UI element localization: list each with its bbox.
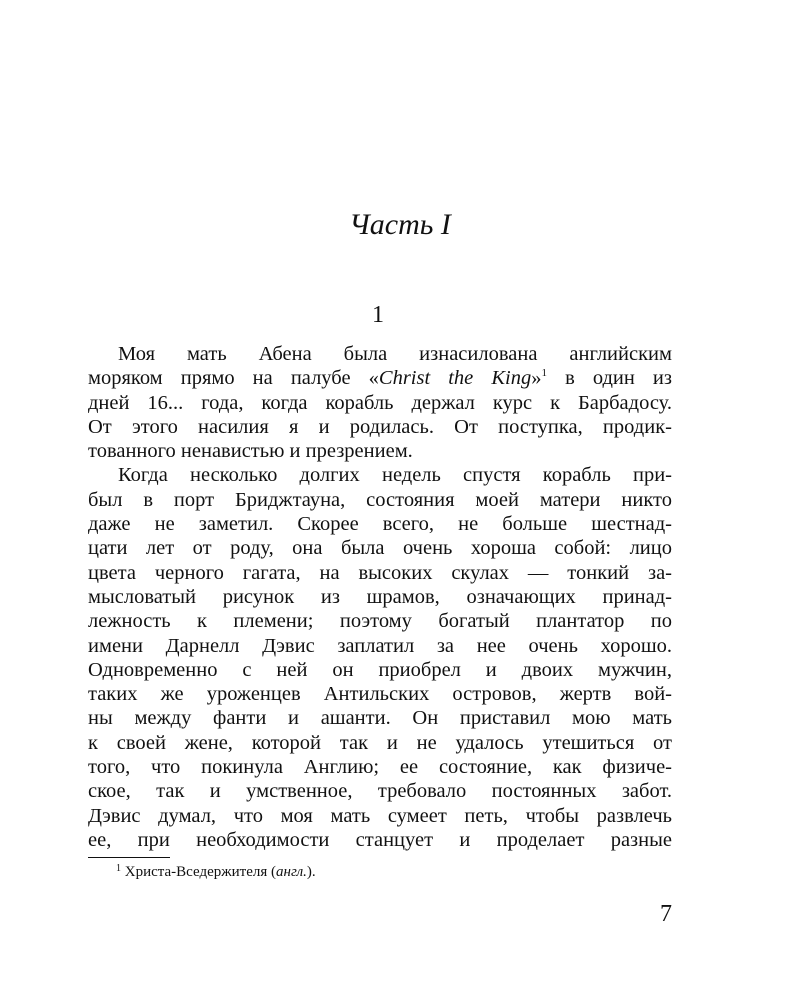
text-fragment: в один из <box>546 367 672 390</box>
page-number: 7 <box>660 901 672 927</box>
footnote-language: англ. <box>276 864 307 880</box>
text-line-13: имени Дарнелл Дэвис заплатил за нее очень хорошо. <box>88 634 672 657</box>
footnote-reference: 1 <box>541 367 547 380</box>
footnote-divider <box>88 857 170 858</box>
text-line-11: мысловатый рисунок из шрамов, означающих принад- <box>88 585 672 608</box>
part-title: Часть I <box>349 208 451 241</box>
ship-name: Christ the King <box>378 367 532 390</box>
text-line-7: был в порт Бриджтауна, состояния моей матери никто <box>88 488 672 511</box>
text-line-6: Когда несколько долгих недель спустя корабль при- <box>118 464 672 487</box>
text-line-3: дней 16... года, когда корабль держал курс к Барбадосу. <box>88 391 672 414</box>
text-fragment: моряком прямо на палубе « <box>88 367 379 390</box>
text-line-8: даже не заметил. Скорее всего, не больше шестнад- <box>88 513 672 536</box>
footnote-marker: 1 <box>116 863 121 874</box>
text-line-17: к своей жене, которой так и не удалось утешиться от <box>88 731 672 754</box>
text-line-9: цати лет от роду, она была очень хороша собой: лицо <box>88 537 672 560</box>
text-line-19: ское, так и умственное, требовало постоянных забот. <box>88 780 672 803</box>
text-line-5: тованного ненавистью и презрением. <box>88 440 413 463</box>
text-line-4: От этого насилия я и родилась. От поступка, продик- <box>88 415 672 438</box>
footnote <box>116 862 316 882</box>
text-line-15: таких же уроженцев Антильских островов, жертв вой- <box>88 683 672 706</box>
text-line-2 <box>88 366 672 390</box>
text-line-21: ее, при необходимости станцует и проделает разные <box>88 828 672 851</box>
chapter-number: 1 <box>372 302 384 328</box>
text-line-14: Одновременно с ней он приобрел и двоих мужчин, <box>88 658 672 681</box>
text-line-10: цвета черного гагата, на высоких скулах — тонкий за- <box>88 561 672 584</box>
footnote-text-end: ). <box>306 864 316 880</box>
text-line-1: Моя мать Абена была изнасилована английским <box>118 343 672 365</box>
body-text <box>88 342 672 852</box>
text-line-18: того, что покинула Англию; ее состояние, как физиче- <box>88 756 672 779</box>
text-fragment: » <box>531 367 542 390</box>
text-line-16: ны между фанти и ашанти. Он приставил мою мать <box>88 707 672 730</box>
text-line-12: лежность к племени; поэтому богатый плантатор по <box>88 610 672 633</box>
footnote-text: Христа-Вседержителя ( <box>121 864 276 880</box>
text-line-20: Дэвис думал, что моя мать сумеет петь, чтобы развлечь <box>88 804 672 827</box>
